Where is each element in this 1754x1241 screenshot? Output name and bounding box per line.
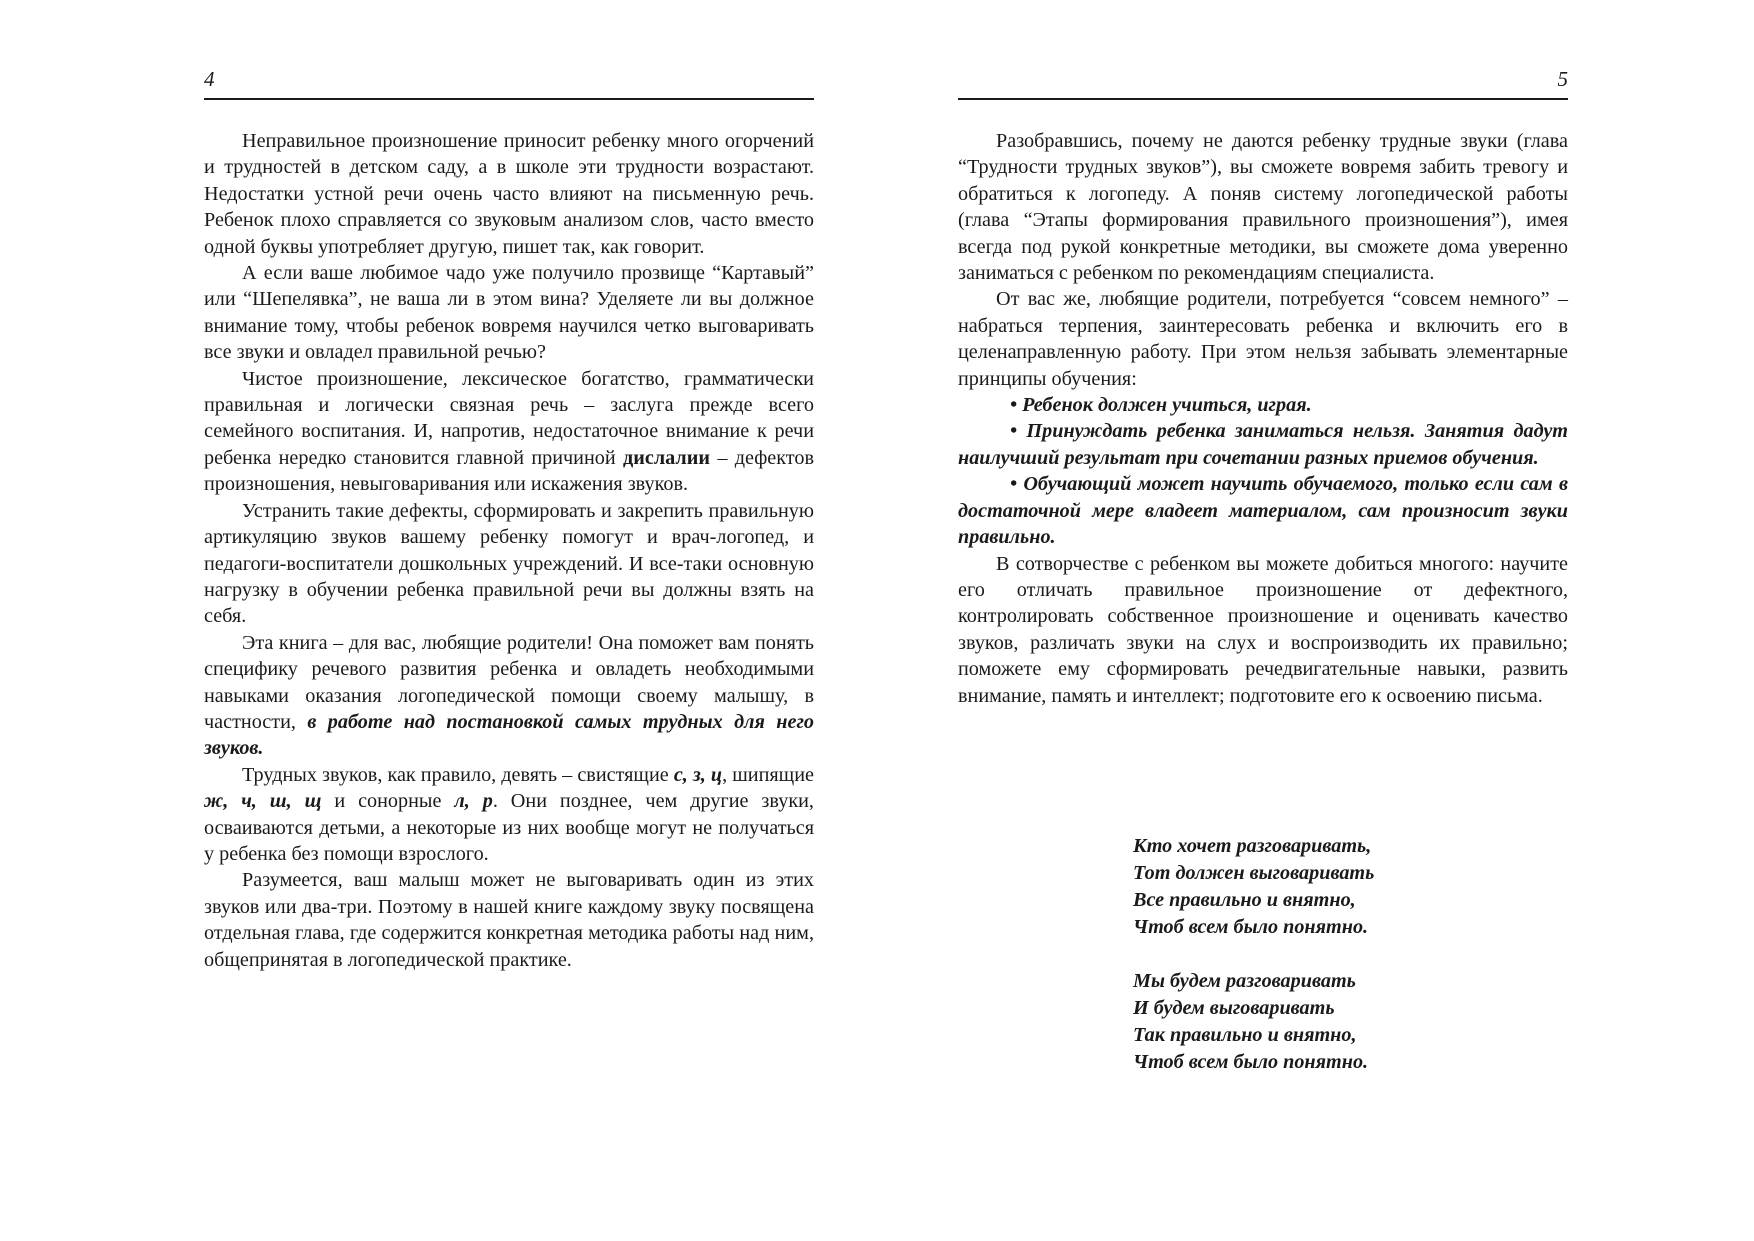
principle-item: • Принуждать ребенка заниматься нельзя. Занятия дадут наилучший результат при сочетании разных приемов обучения. xyxy=(958,420,1568,469)
text-run: и сонорные xyxy=(321,790,455,813)
right-page xyxy=(958,68,1568,709)
emphasis: в работе над постановкой самых трудных для него звуков. xyxy=(204,710,814,760)
text-run: Чистое произношение, лексическое богатство, грамматически правильная и логически связная речь – заслуга прежде всего семейного воспитания. И, напротив, недостаточное внимание к речи ребенка нередко становится главной причиной xyxy=(204,367,814,469)
text-run: – дефектов произношения, невыговаривания или искажения звуков. xyxy=(204,446,814,496)
left-page xyxy=(204,68,814,973)
paragraph xyxy=(204,630,814,762)
poem-line: Тот должен выговаривать xyxy=(1133,862,1375,884)
header-rule xyxy=(958,98,1568,100)
principle-item: • Ребенок должен учиться, играя. xyxy=(1010,394,1312,417)
paragraph: От вас же, любящие родители, потребуется “совсем немного” – набраться терпения, заинтересовать ребенка и включить его в целенаправленную работу. При этом нельзя забывать элементарные принципы обучения: xyxy=(958,288,1568,390)
text-run: , шипящие xyxy=(722,763,814,786)
sound-letters: л, р xyxy=(454,790,493,813)
paragraph: А если ваше любимое чадо уже получило прозвище “Картавый” или “Шепелявка”, не ваша ли в этом вина? Уделяете ли вы должное внимание тому, чтобы ребенок вовремя научился четко выговаривать все звуки и овладел правильной речью? xyxy=(204,262,814,364)
text-run: Эта книга – для вас, любящие родители! Она поможет вам понять специфику речевого развития ребенка и овладеть необходимыми навыками оказания логопедической помощи своему малышу, в частности, xyxy=(204,631,814,733)
paragraph: Разобравшись, почему не даются ребенку трудные звуки (глава “Трудности трудных звуков”), вы сможете вовремя забить тревогу и обратиться к логопеду. А поняв систему логопедической работы (глава “Этапы формирования правильного произношения”), имея всегда под рукой конкретные методики, вы сможете дома уверенно заниматься с ребенком по рекомендациям специалиста. xyxy=(958,130,1568,285)
poem-stanza xyxy=(1133,833,1374,941)
poem-line: И будем выговаривать xyxy=(1133,997,1335,1019)
poem-line: Кто хочет разговаривать, xyxy=(1133,835,1372,857)
paragraph: Устранить такие дефекты, сформировать и закрепить правильную артикуляцию звуков вашему ребенку помогут и врач-логопед, и педагоги-воспитатели дошкольных учреждений. И все-таки основную нагрузку в обучении ребенка правильной речи вы должны взять на себя. xyxy=(204,499,814,628)
paragraph: В сотворчестве с ребенком вы можете добиться многого: научите его отличать правильное произношение от дефектного, контролировать собственное произношение и оценивать качество звуков, различать звуки на слух и воспроизводить их правильно; поможете ему сформировать речедвигательные навыки, развить внимание, память и интеллект; подготовите его к освоению письма. xyxy=(958,552,1568,707)
principle-item: • Обучающий может научить обучаемого, только если сам в достаточной мере владеет материалом, сам произносит звуки правильно. xyxy=(958,473,1568,549)
poem-stanza xyxy=(1133,968,1374,1076)
text-run: Трудных звуков, как правило, девять – свистящие xyxy=(242,763,674,786)
poem-line: Мы будем разговаривать xyxy=(1133,970,1356,992)
page-number: 5 xyxy=(1557,67,1568,91)
poem-line: Чтоб всем было понятно. xyxy=(1133,1051,1369,1073)
poem-line: Чтоб всем было понятно. xyxy=(1133,916,1369,938)
paragraph xyxy=(204,366,814,498)
poem xyxy=(1133,833,1374,1103)
sound-letters: ж, ч, ш, щ xyxy=(204,790,322,813)
poem-line: Все правильно и внятно, xyxy=(1133,889,1356,911)
text-run: . Они позднее, чем другие звуки, осваиваются детьми, а некоторые из них вообще могут не получаться у ребенка без помощи взрослого. xyxy=(204,790,814,865)
paragraph xyxy=(204,762,814,868)
sound-letters: с, з, ц xyxy=(673,763,723,786)
paragraph: Неправильное произношение приносит ребенку много огорчений и трудностей в детском саду, а в школе эти трудности возрастают. Недостатки устной речи очень часто влияют на письменную речь. Ребенок плохо справляется со звуковым анализом слов, часто вместо одной буквы употребляет другую, пишет так, как говорит. xyxy=(204,130,814,258)
page-number: 4 xyxy=(204,67,215,91)
term-dyslalia: дислалии xyxy=(623,446,711,469)
paragraph: Разумеется, ваш малыш может не выговаривать один из этих звуков или два-три. Поэтому в нашей книге каждому звуку посвящена отдельная глава, где содержится конкретная методика работы над ним, общепринятая в логопедической практике. xyxy=(204,869,814,971)
header-rule xyxy=(204,98,814,100)
poem-line: Так правильно и внятно, xyxy=(1133,1024,1357,1046)
